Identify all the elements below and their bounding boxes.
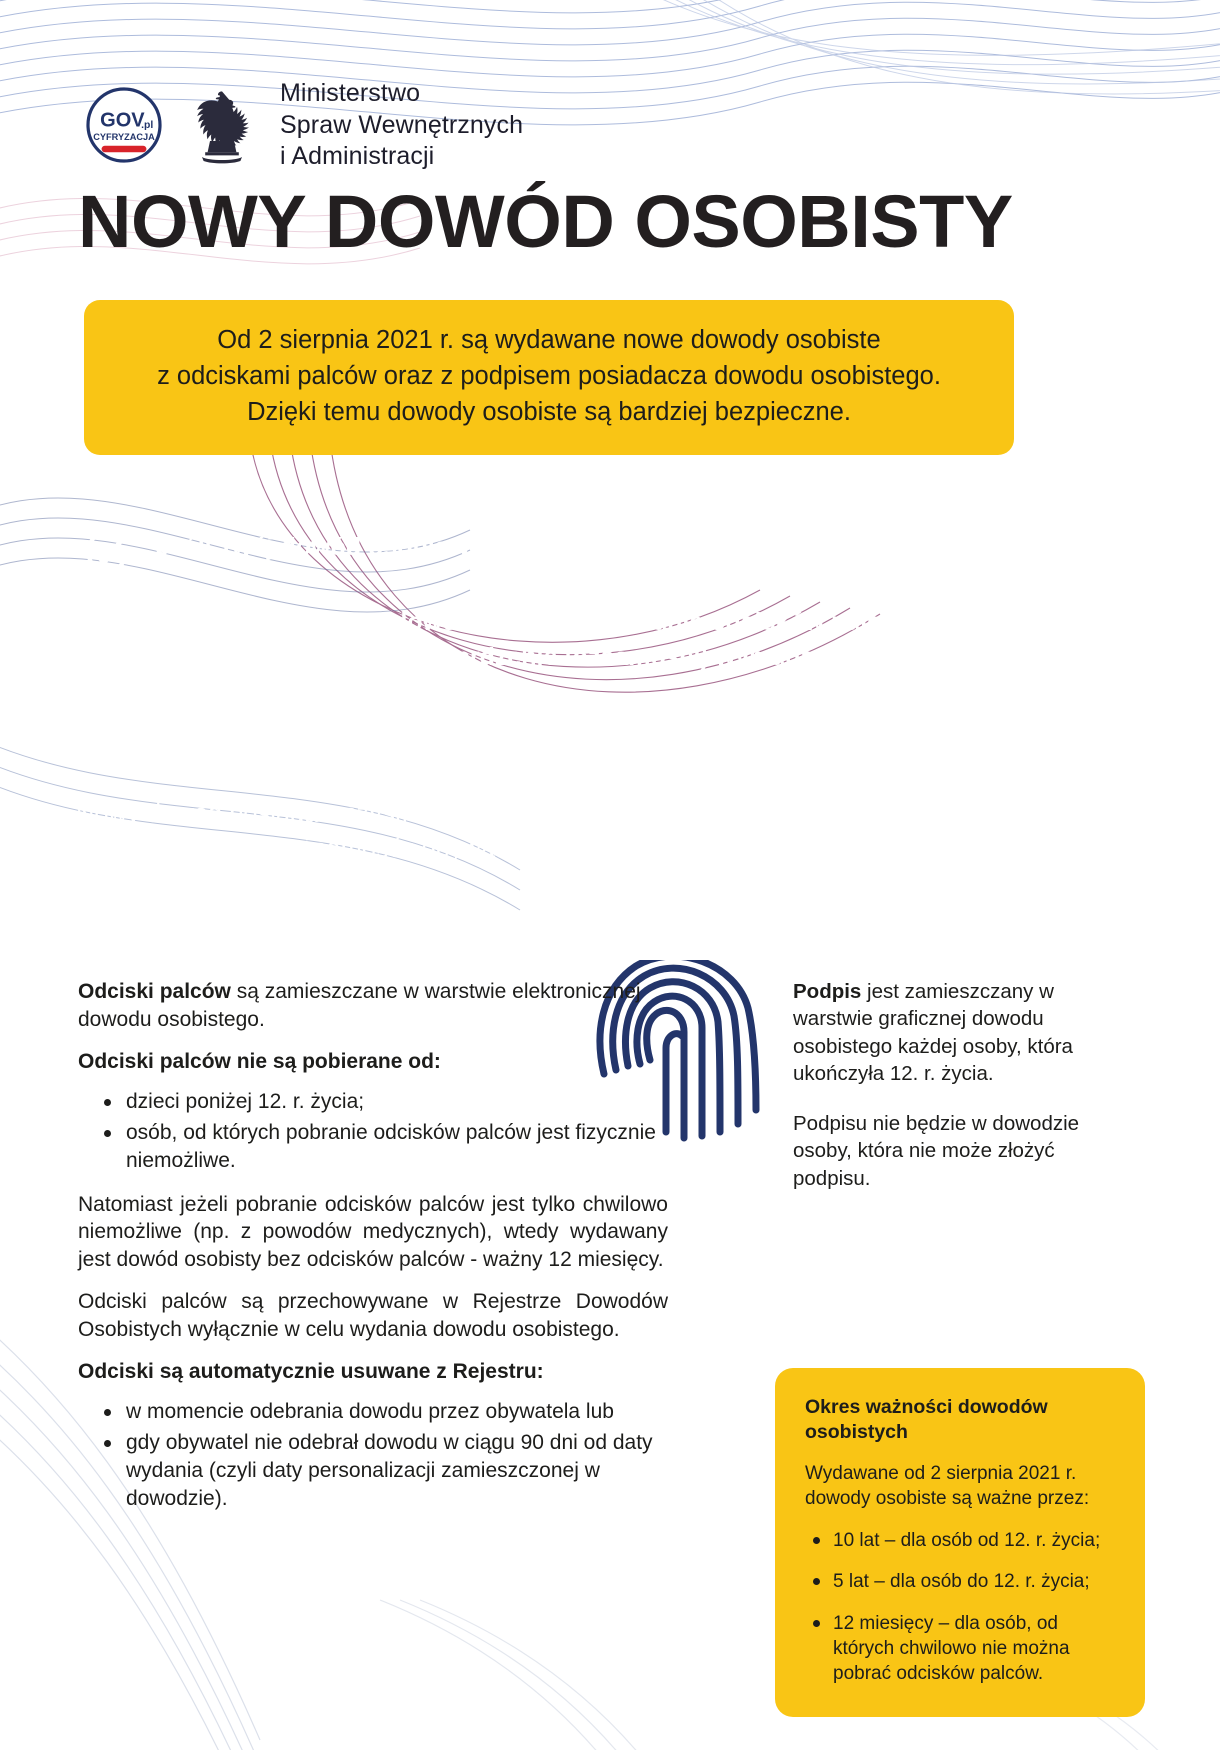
left-list-1 — [78, 1088, 668, 1175]
important-section — [0, 468, 1220, 903]
validity-box-title: Okres ważności dowodów osobistych — [805, 1396, 1048, 1444]
svg-text:CYFRYZACJA: CYFRYZACJA — [93, 132, 155, 143]
hero-line-1: Od 2 sierpnia 2021 r. są wydawane nowe dowody osobiste — [217, 326, 881, 354]
left-p1-rest: są zamieszczane w warstwie elektronicznej dowodu osobistego. — [78, 980, 641, 1031]
check-circle-icon — [84, 607, 130, 653]
list-item: 10 lat – dla osób od 12. r. życia; — [805, 1528, 1119, 1553]
header — [84, 78, 523, 173]
list-item: osób, od których pobranie odcisków palców jest fizycznie niemożliwe. — [78, 1119, 668, 1175]
important-paragraph: Nowy dowód posiada wszystkie dotychczasowe funkcje dowodu osobistego – potwierdza Twoją tożsamość i obywatelstwo oraz uprawnia do przekraczania granic niektórych państw. — [76, 800, 1020, 899]
left-column — [78, 978, 668, 1529]
page-title: NOWY DOWÓD OSOBISTY — [78, 180, 1013, 263]
hero-banner — [84, 300, 1014, 455]
check-circle-icon — [84, 703, 130, 749]
list-item-text: Złożenie wniosku o dowód osobisty (pobranie odcisków palców) oraz odbiór dokumentu (potwierdzenie tożsamości) wymaga wizyty w urzędzie. — [156, 608, 1037, 671]
left-heading-2: Odciski są automatycznie usuwane z Rejestru: — [78, 1360, 544, 1384]
list-item: 12 miesięcy – dla osób, od których chwilowo nie można pobrać odcisków palców. — [805, 1611, 1119, 1687]
svg-text:GOV: GOV — [100, 109, 145, 132]
ministry-name — [280, 78, 523, 173]
right-column — [793, 978, 1128, 1214]
left-heading-1: Odciski palców nie są pobierane od: — [78, 1049, 441, 1073]
list-item: dzieci poniżej 12. r. życia; — [78, 1088, 668, 1116]
list-item-text: Jeśli Twój dowód osobisty jest nadal ważny – nie musisz go wymieniać. — [156, 533, 1009, 561]
polish-eagle-icon — [186, 85, 258, 165]
govpl-logo — [84, 85, 164, 165]
list-item: 5 lat – dla osób do 12. r. życia; — [805, 1569, 1119, 1594]
hero-line-3: Dzięki temu dowody osobiste są bardziej bezpieczne. — [247, 398, 851, 427]
left-paragraph-3: Odciski palców są przechowywane w Rejestrze Dowodów Osobistych wyłącznie w celu wydania dowodu osobistego. — [78, 1290, 668, 1342]
validity-box — [775, 1368, 1145, 1717]
left-paragraph-1 — [78, 978, 668, 1034]
ministry-line-2: Spraw Wewnętrznych — [280, 110, 524, 139]
hero-line-2: z odciskami palców oraz z podpisem posiadacza dowodu osobistego. — [157, 362, 941, 391]
list-item: w momencie odebrania dowodu przez obywatela lub — [78, 1398, 668, 1426]
list-item: gdy obywatel nie odebrał dowodu w ciągu 90 dni od daty wydania (czyli daty personalizacji zamieszczonej w dowodzie). — [78, 1429, 668, 1513]
right-p1-bold: Podpis — [793, 980, 862, 1003]
validity-box-intro: Wydawane od 2 sierpnia 2021 r. dowody osobiste są ważne przez: — [805, 1462, 1090, 1509]
right-p1-rest: jest zamieszczany w warstwie graficznej dowodu osobistego każdej osoby, która ukończyła 12. r. życia. — [793, 980, 1073, 1086]
list-item — [84, 530, 1044, 578]
right-paragraph-1 — [793, 978, 1128, 1088]
list-item — [84, 605, 1044, 674]
validity-box-list — [805, 1528, 1119, 1686]
list-item-text: Jeśli Twoje dziecko nie ukończyło 12 lat, wniosek o dowód dla córki lub syna możesz złożyć elektronicznie. — [156, 704, 1006, 767]
important-heading: WAŻNE! — [84, 468, 224, 507]
check-circle-icon — [84, 532, 130, 578]
list-item — [84, 701, 1044, 770]
left-list-2 — [78, 1398, 668, 1513]
left-paragraph-2: Natomiast jeżeli pobranie odcisków palców jest tylko chwilowo niemożliwe (np. z powodów medycznych), wtedy wydawany jest dowód osobisty bez odcisków palców - ważny 12 miesięcy. — [78, 1192, 668, 1272]
ministry-line-1: Ministerstwo — [280, 79, 421, 107]
ministry-line-3: i Administracji — [280, 142, 435, 170]
svg-text:.pl: .pl — [141, 120, 154, 132]
left-p1-bold: Odciski palców — [78, 980, 231, 1003]
important-list — [84, 530, 1044, 770]
right-paragraph-2: Podpisu nie będzie w dowodzie osoby, która nie może złożyć podpisu. — [793, 1111, 1080, 1190]
